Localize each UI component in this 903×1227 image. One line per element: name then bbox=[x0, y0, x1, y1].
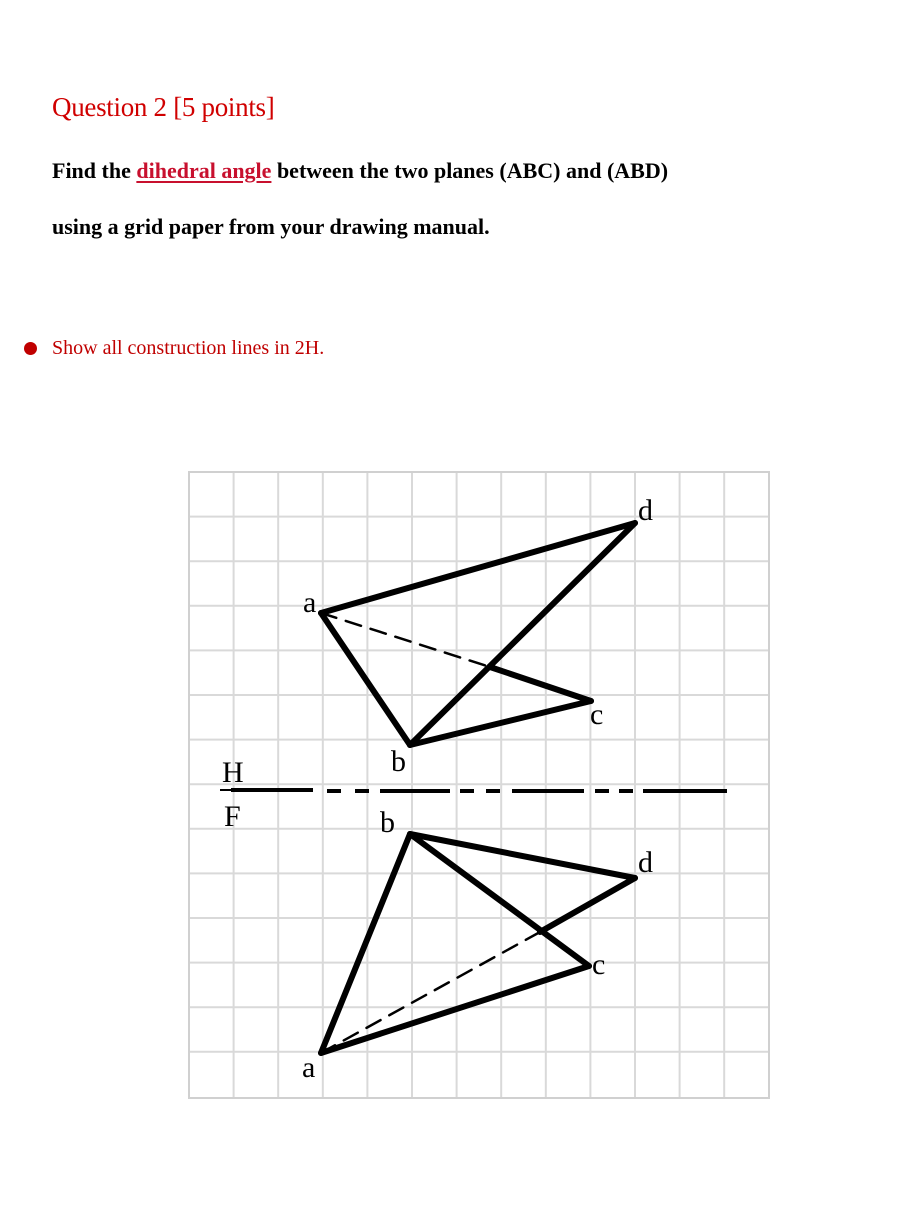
top-label-a: a bbox=[303, 586, 317, 619]
front-edge-ab bbox=[321, 834, 410, 1053]
top-label-b: b bbox=[391, 745, 406, 778]
front-label-c: c bbox=[592, 948, 606, 981]
fold-line bbox=[231, 790, 727, 791]
fold-label-h: H bbox=[222, 756, 244, 789]
front-label-d: d bbox=[638, 846, 653, 879]
instruction-text: Show all construction lines in 2H. bbox=[52, 337, 325, 359]
question-text-suffix: between the two planes (ABC) and (ABD) bbox=[271, 158, 669, 183]
front-edge-ac bbox=[321, 966, 589, 1053]
top-edge-ac-hidden bbox=[321, 613, 490, 667]
top-label-d: d bbox=[638, 494, 653, 527]
question-text-line-2: using a grid paper from your drawing manual. bbox=[52, 214, 490, 239]
front-edge-ad-visible bbox=[540, 878, 635, 932]
front-label-a: a bbox=[302, 1051, 316, 1084]
top-edge-ab bbox=[321, 613, 410, 745]
fold-label-f: F bbox=[224, 800, 241, 833]
dihedral-angle-term: dihedral angle bbox=[136, 158, 272, 183]
front-label-b: b bbox=[380, 806, 395, 839]
question-title: Question 2 [5 points] bbox=[52, 92, 275, 122]
question-text-prefix: Find the bbox=[52, 158, 137, 183]
top-label-c: c bbox=[590, 698, 604, 731]
